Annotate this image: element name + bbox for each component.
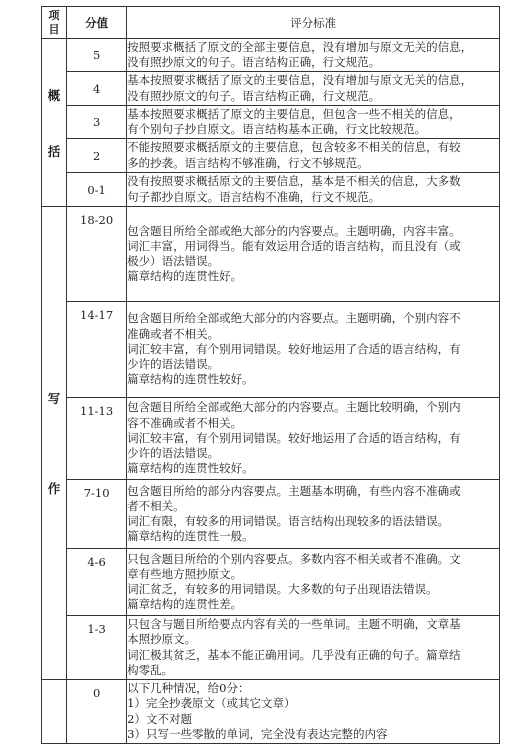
rubric-row	[42, 616, 500, 680]
category-cell	[42, 680, 67, 744]
rubric-row	[42, 173, 500, 207]
criteria-cell	[127, 616, 500, 680]
rubric-row	[42, 398, 500, 480]
criteria-line: 1）完全抄袭原文（或其它文章）	[127, 696, 296, 711]
criteria-cell	[127, 173, 500, 207]
criteria-line: 包含题目所给全部或绝大部分的内容要点。主题比较明确，个别内	[127, 400, 461, 415]
score-cell: 4	[67, 72, 127, 106]
rubric-row	[42, 106, 500, 139]
criteria-line: 有个别句子抄自原文。语言结构基本正确，行文比较规范。	[127, 122, 427, 136]
rubric-row	[42, 549, 500, 616]
score-cell: 0-1	[67, 173, 127, 207]
criteria-line: 包含题目所给的部分内容要点。主题基本明确，有些内容不准确或	[127, 483, 461, 498]
criteria-line: 基本按照要求概括了原文的主要信息，没有增加与原文无关的信息，	[127, 73, 473, 88]
rubric-page	[41, 6, 500, 744]
criteria-cell	[127, 480, 500, 549]
header-category-line1: 项	[48, 8, 60, 22]
rubric-row	[42, 139, 500, 173]
criteria-cell	[127, 398, 500, 480]
criteria-line: 3）只写一些零散的单词，完全没有表达完整的内容	[127, 726, 388, 741]
criteria-line: 没有按照要求概括原文的主要信息，基本是不相关的信息，大多数	[127, 174, 461, 189]
criteria-line: 少许的语法错误。	[127, 357, 220, 372]
criteria-cell	[127, 139, 500, 173]
score-cell: 3	[67, 106, 127, 139]
criteria-line: 词汇贫乏，有较多的用词错误。大多数的句子出现语法错误。	[127, 582, 438, 596]
criteria-line: 篇章结构的连贯性差。	[127, 597, 243, 612]
rubric-row	[42, 480, 500, 549]
criteria-cell	[127, 680, 500, 744]
criteria-line: 容不准确或者不相关。	[127, 415, 243, 430]
rubric-row	[42, 207, 500, 302]
criteria-line: 词汇有限，有较多的用词错误。语言结构出现较多的语法错误。	[127, 514, 450, 528]
score-cell: 0	[67, 680, 127, 744]
score-cell: 14-17	[67, 302, 127, 398]
criteria-line: 词汇较丰富，有个别用词错误。较好地运用了合适的语言结构，有	[127, 430, 461, 445]
criteria-line: 准确或者不相关。	[127, 326, 220, 341]
criteria-line: 者不相关。	[127, 498, 185, 513]
header-criteria: 评分标准	[127, 7, 500, 39]
criteria-line: 构零乱。	[127, 662, 174, 677]
criteria-line: 篇章结构的连贯性好。	[127, 269, 243, 284]
criteria-line: 词汇丰富，用词得当。能有效运用合适的语言结构，而且没有（或	[127, 238, 461, 253]
criteria-line: 没有照抄原文的句子。语言结构正确，行文规范。	[127, 55, 381, 69]
criteria-line: 篇章结构的连贯性较好。	[127, 372, 254, 387]
criteria-line: 按照要求概括了原文的全部主要信息，没有增加与原文无关的信息，	[127, 39, 473, 54]
criteria-line: 少许的语法错误。	[127, 446, 220, 461]
category-char: 概	[47, 87, 61, 103]
criteria-line: 2）文不对题	[127, 711, 192, 726]
rubric-row	[42, 39, 500, 72]
rubric-row	[42, 72, 500, 106]
criteria-line: 篇章结构的连贯性较好。	[127, 461, 254, 476]
category-char: 作	[47, 481, 61, 496]
category-char: 写	[47, 391, 61, 406]
rubric-body	[42, 39, 500, 744]
criteria-line: 句子都抄自原文。语言结构不准确，行文不规范。	[127, 189, 381, 204]
scoring-rubric-table	[41, 6, 500, 744]
criteria-cell	[127, 549, 500, 616]
criteria-line: 极少）语法错误。	[127, 254, 220, 268]
score-cell: 1-3	[67, 616, 127, 680]
header-category	[42, 7, 67, 39]
criteria-line: 以下几种情况，给0分：	[127, 681, 250, 696]
score-cell: 18-20	[67, 207, 127, 302]
score-cell: 11-13	[67, 398, 127, 480]
criteria-line: 章有些地方照抄原文。	[127, 566, 243, 581]
header-row	[42, 7, 500, 39]
criteria-line: 不能按照要求概括原文的主要信息，包含较多不相关的信息，有较	[127, 140, 461, 155]
criteria-line: 没有照抄原文的句子。语言结构正确，行文规范。	[127, 88, 381, 103]
criteria-line: 篇章结构的连贯性一般。	[127, 529, 254, 544]
criteria-cell	[127, 39, 500, 72]
criteria-line: 多的抄袭。语言结构不够准确，行文不够规范。	[127, 155, 369, 170]
score-cell: 4-6	[67, 549, 127, 616]
criteria-line: 词汇极其贫乏，基本不能正确用词。几乎没有正确的句子。篇章结	[127, 647, 461, 662]
rubric-row	[42, 302, 500, 398]
header-score: 分值	[67, 7, 127, 39]
score-cell: 2	[67, 139, 127, 173]
criteria-line: 本照抄原文。	[127, 632, 197, 647]
header-category-line2: 目	[48, 22, 60, 36]
category-cell	[42, 39, 67, 207]
criteria-cell	[127, 72, 500, 106]
category-cell	[42, 207, 67, 680]
criteria-cell	[127, 302, 500, 398]
score-cell: 7-10	[67, 480, 127, 549]
criteria-line: 包含题目所给全部或绝大部分的内容要点。主题明确，个别内容不	[127, 311, 461, 326]
category-char: 括	[47, 143, 61, 159]
rubric-row	[42, 680, 500, 744]
criteria-cell	[127, 207, 500, 302]
criteria-line: 只包含与题目所给要点内容有关的一些单词。主题不明确，文章基	[127, 617, 461, 632]
criteria-line: 基本按照要求概括了原文的主要信息，但包含一些不相关的信息，	[127, 106, 461, 121]
criteria-cell	[127, 106, 500, 139]
score-cell: 5	[67, 39, 127, 72]
criteria-line: 词汇较丰富，有个别用词错误。较好地运用了合适的语言结构，有	[127, 341, 461, 356]
criteria-line: 包含题目所给全部或绝大部分的内容要点。主题明确，内容丰富。	[127, 223, 461, 238]
criteria-line: 只包含题目所给的个别内容要点。多数内容不相关或者不准确。文	[127, 551, 461, 566]
